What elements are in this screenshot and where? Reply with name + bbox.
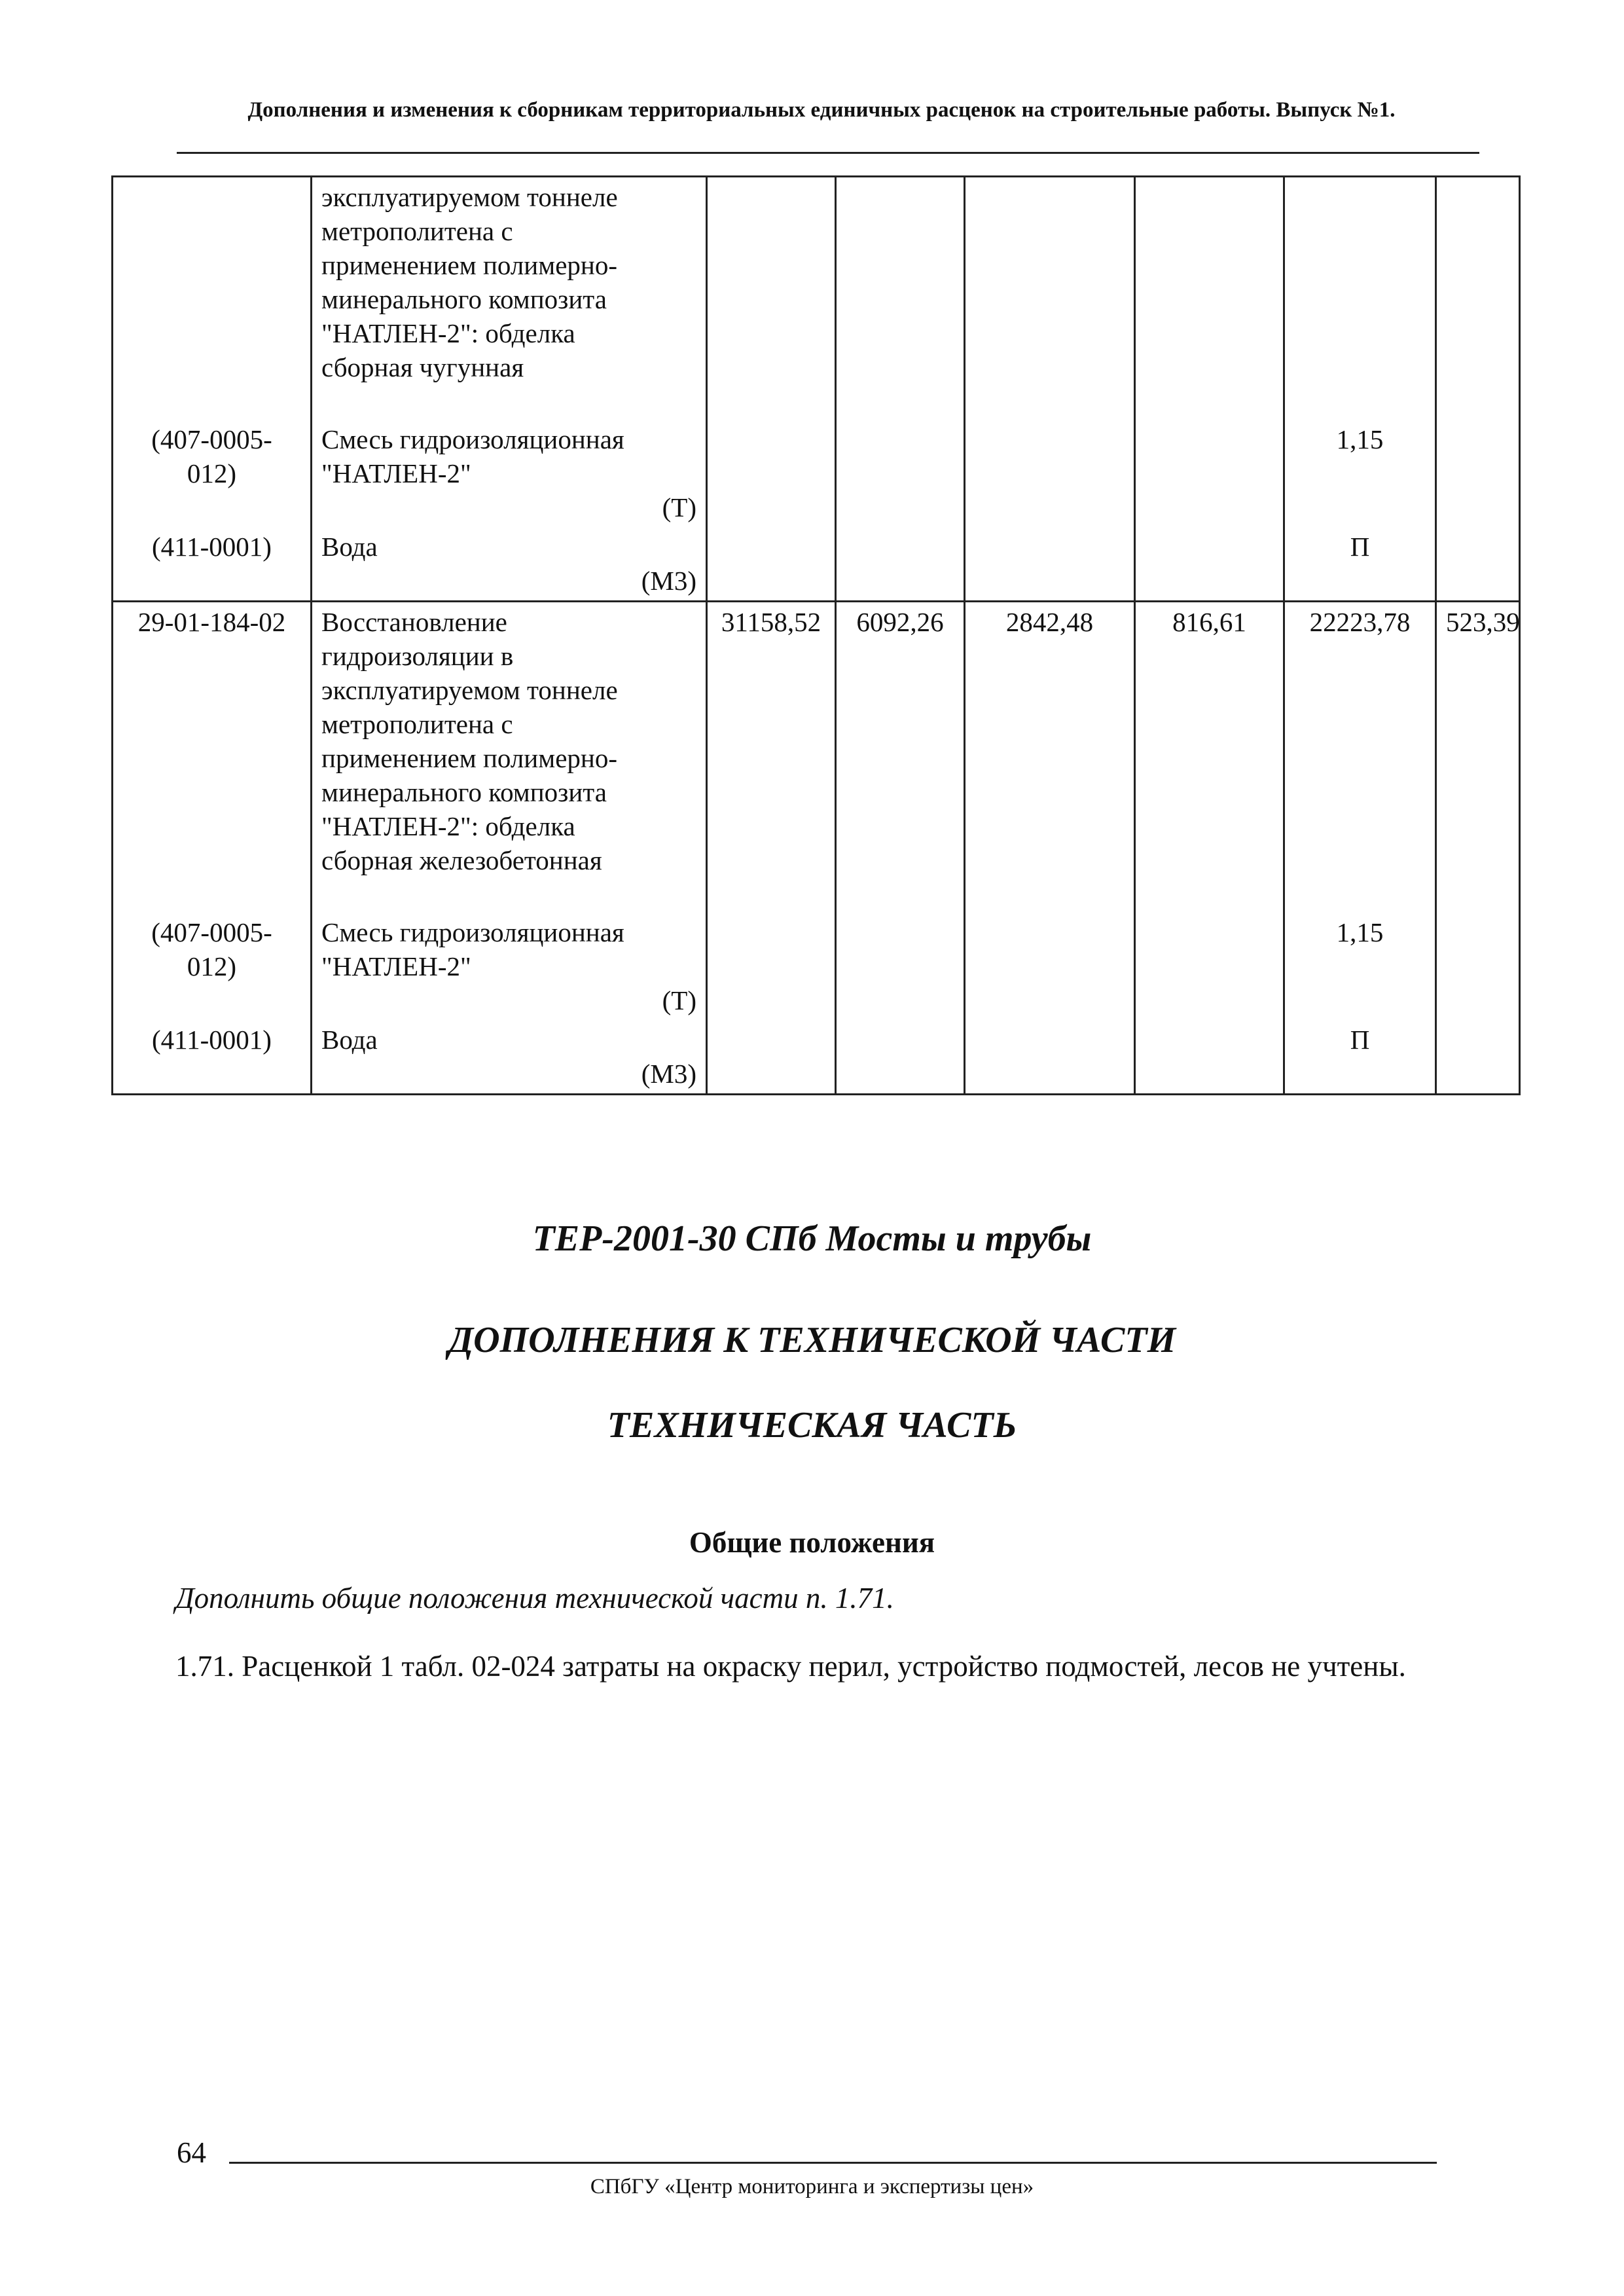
material-consumption: П [1284, 527, 1436, 602]
body-paragraph: 1.71. Расценкой 1 табл. 02-024 затраты на окраску перил, устройство подмостей, лесов не учтены. [175, 1650, 1406, 1683]
material-name: Смесь гидроизоляционная "НАТЛЕН-2" (Т) [312, 420, 707, 527]
section-heading: Общие положения [689, 1526, 935, 1559]
intro-text: Дополнить общие положения технической части п. 1.71. [175, 1582, 894, 1614]
material-row [113, 913, 1520, 1020]
material-code: (407-0005- 012) [113, 420, 312, 527]
running-header: Дополнения и изменения к сборникам территориальных единичных расценок на строительные работы. Выпуск №1. [247, 98, 1396, 122]
value-cell: 6092,26 [836, 602, 965, 913]
technical-part-title: ТЕХНИЧЕСКАЯ ЧАСТЬ [607, 1405, 1017, 1446]
value-cell: 816,61 [1135, 602, 1284, 913]
value-cell: 31158,52 [707, 602, 836, 913]
rate-code: 29-01-184-02 [113, 602, 312, 913]
value-cell: 523,39 [1436, 602, 1520, 913]
material-code: (411-0001) [113, 527, 312, 602]
additions-title: ДОПОЛНЕНИЯ К ТЕХНИЧЕСКОЙ ЧАСТИ [448, 1320, 1176, 1360]
work-description: Восстановление гидроизоляции в эксплуатируемом тоннеле метрополитена с применением полимерно- минерального композита "НАТЛЕН-2": обделка сборная железобетонная [312, 602, 707, 913]
material-row [113, 420, 1520, 527]
material-row [113, 1020, 1520, 1095]
value-cell: 22223,78 [1284, 602, 1436, 913]
material-unit: (Т) [662, 985, 696, 1015]
material-code: (411-0001) [113, 1020, 312, 1095]
value-cell: 2842,48 [965, 602, 1135, 913]
material-consumption: 1,15 [1284, 420, 1436, 527]
material-unit: (М3) [641, 566, 696, 596]
material-unit: (Т) [662, 492, 696, 522]
material-name: Вода (М3) [312, 1020, 707, 1095]
rates-table [111, 175, 1521, 1095]
footer-divider [229, 2162, 1437, 2164]
table-row [113, 602, 1520, 913]
table-row [113, 177, 1520, 420]
material-consumption: 1,15 [1284, 913, 1436, 1020]
header-divider [177, 152, 1479, 154]
page-number: 64 [177, 2136, 206, 2169]
material-unit: (М3) [641, 1059, 696, 1089]
material-row [113, 527, 1520, 602]
material-name: Вода (М3) [312, 527, 707, 602]
work-description: эксплуатируемом тоннеле метрополитена с применением полимерно- минерального композита "НАТЛЕН-2": обделка сборная чугунная [312, 177, 707, 420]
material-name: Смесь гидроизоляционная "НАТЛЕН-2" (Т) [312, 913, 707, 1020]
material-consumption: П [1284, 1020, 1436, 1095]
material-code: (407-0005- 012) [113, 913, 312, 1020]
footer-text: СПбГУ «Центр мониторинга и экспертизы цен» [590, 2175, 1034, 2198]
collection-title: ТЕР-2001-30 СПб Мосты и трубы [532, 1218, 1092, 1259]
